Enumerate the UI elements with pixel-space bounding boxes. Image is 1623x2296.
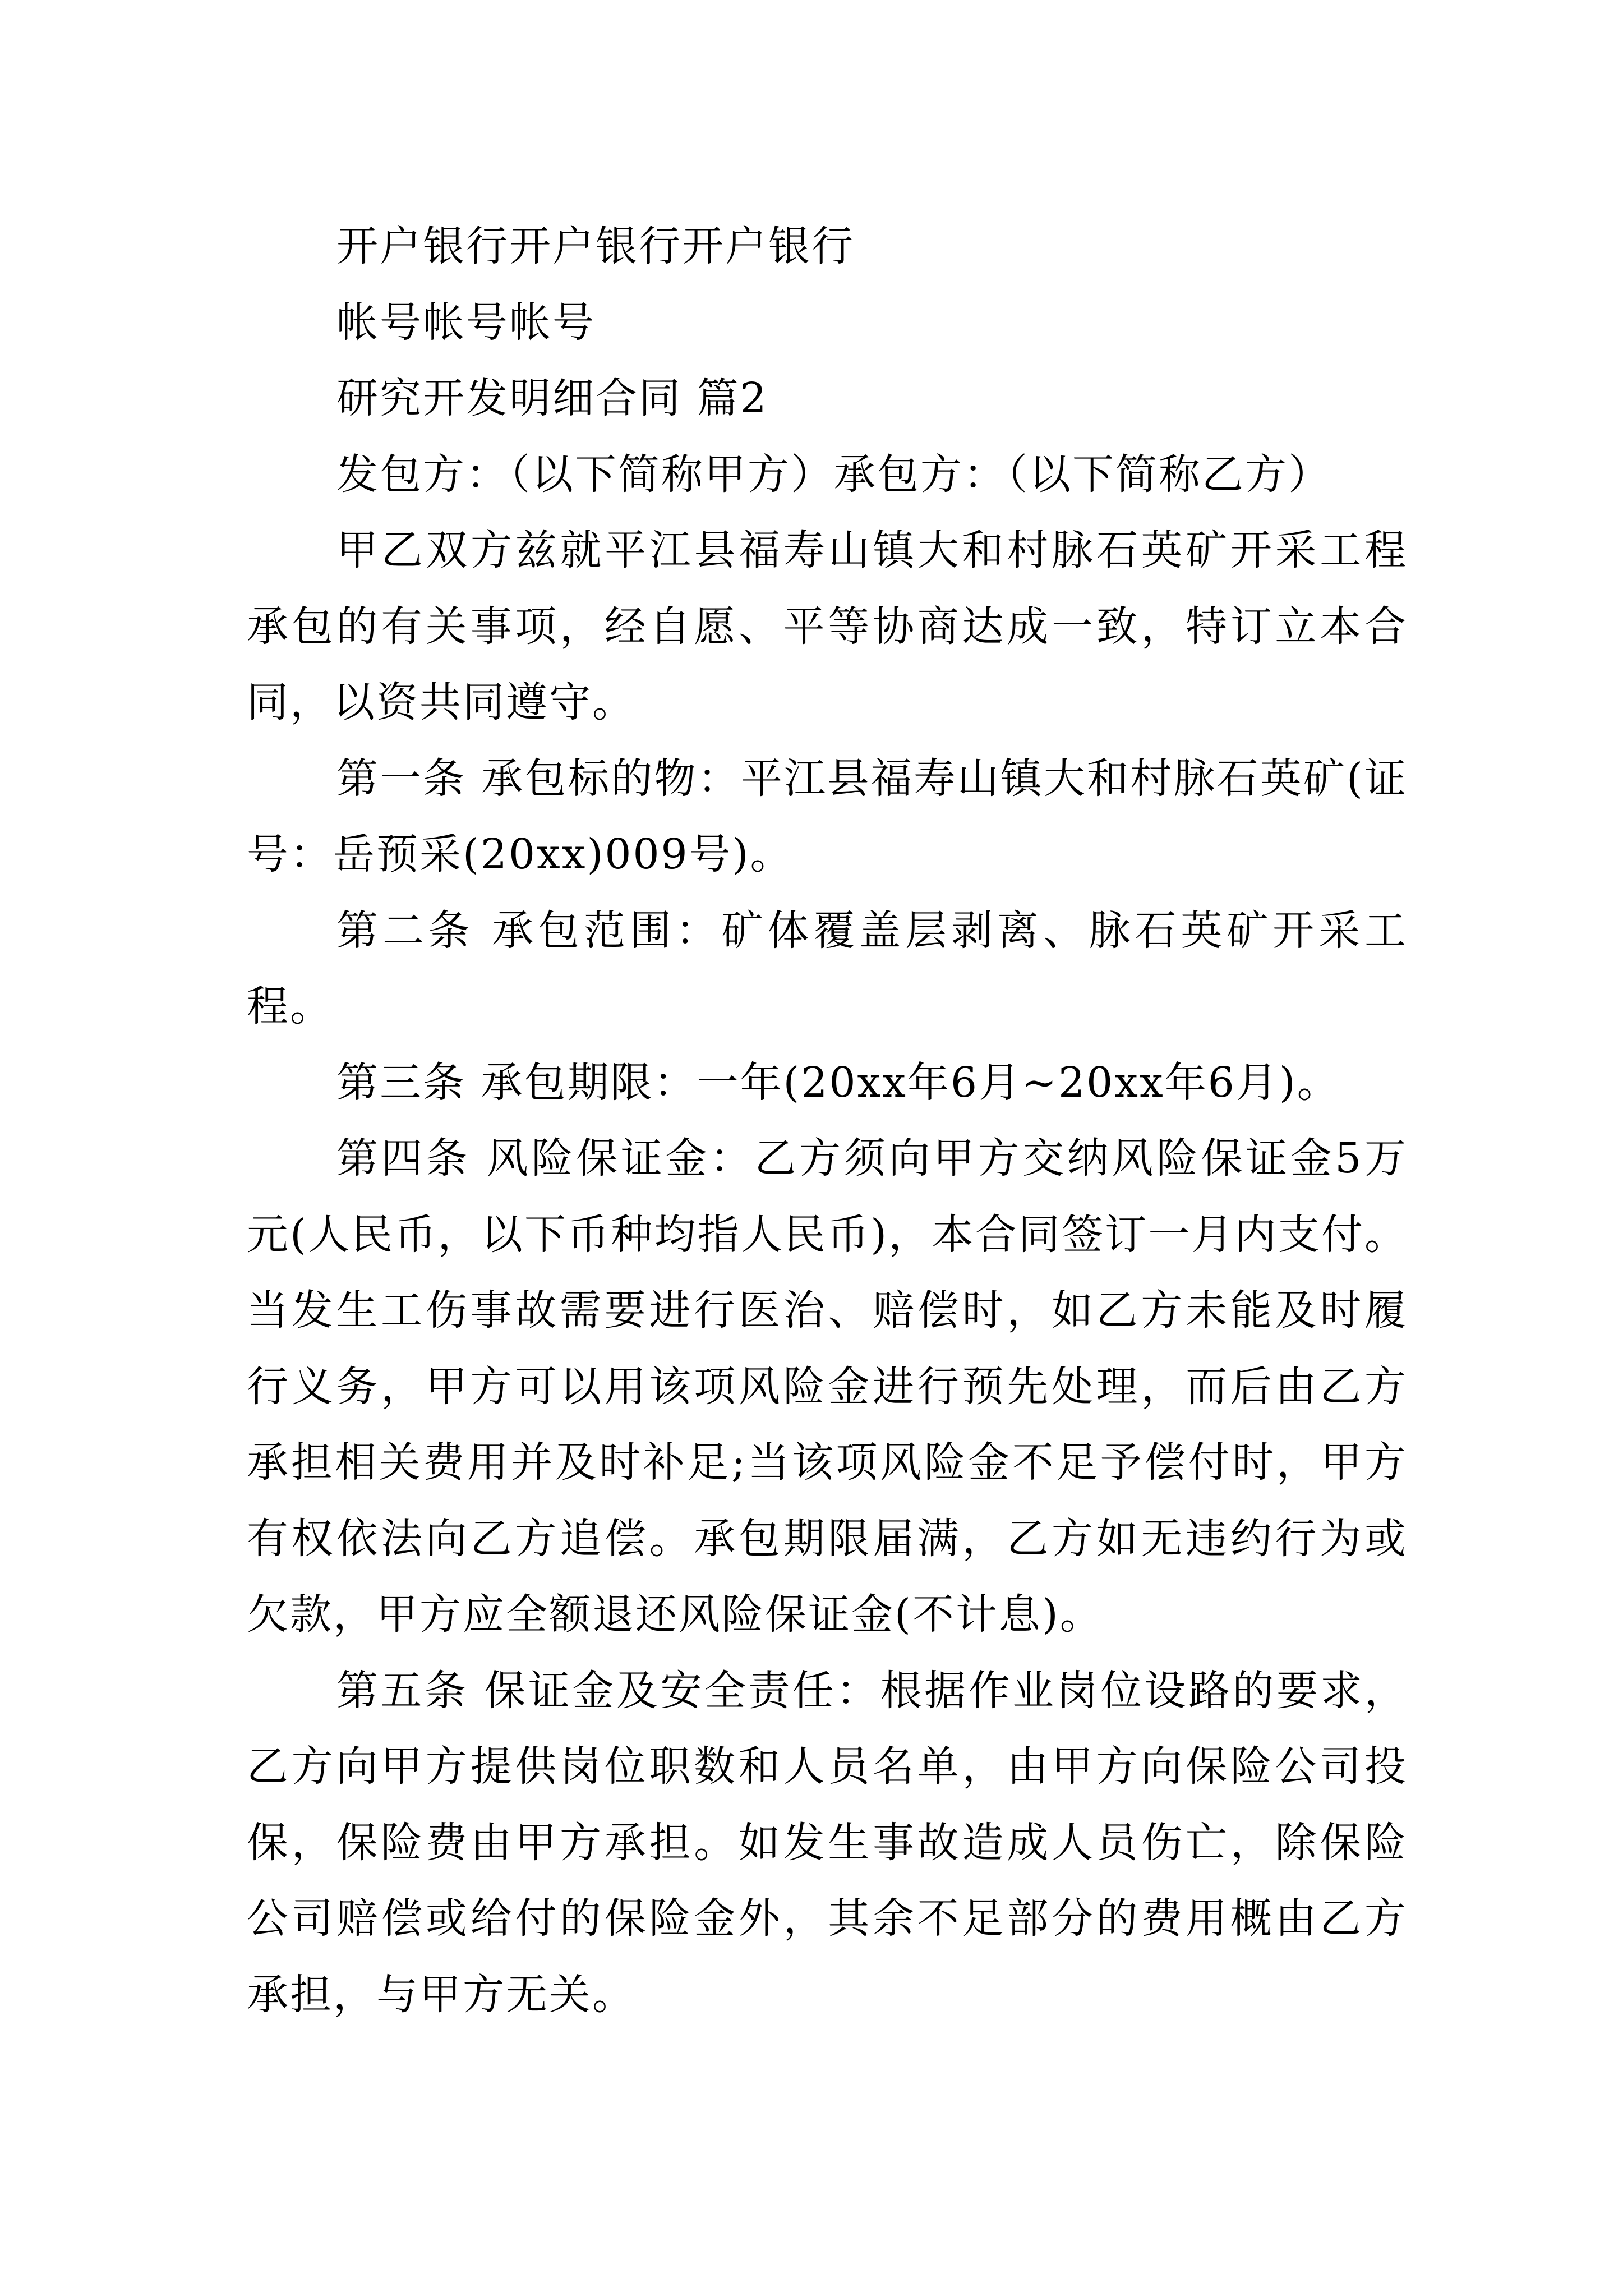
- preamble-paragraph: 甲乙双方兹就平江县福寿山镇大和村脉石英矿开采工程承包的有关事项，经自愿、平等协商达成一致，特订立本合同，以资共同遵守。: [247, 526, 1408, 726]
- article-2: 第二条 承包范围：矿体覆盖层剥离、脉石英矿开采工程。: [247, 906, 1408, 1030]
- parties-line: 发包方：（以下简称甲方）承包方：（以下简称乙方）: [336, 450, 1331, 499]
- bank-account-line: 开户银行开户银行开户银行: [336, 222, 855, 270]
- article-4: 第四条 风险保证金：乙方须向甲方交纳风险保证金5万元(人民币，以下币种均指人民币)，本合同签订一月内支付。当发生工伤事故需要进行医治、赔偿时，如乙方未能及时履行义务，甲方可以用该项风险金进行预先处理，而后由乙方承担相关费用并及时补足;当该项风险金不足予偿付时，甲方有权依法向乙方追偿。承包期限届满，乙方如无违约行为或欠款，甲方应全额退还风险保证金(不计息)。: [247, 1134, 1408, 1639]
- article-3: 第三条 承包期限：一年(20xx年6月~20xx年6月)。: [336, 1058, 1340, 1107]
- section-heading: 研究开发明细合同 篇2: [336, 374, 768, 422]
- document-body: [247, 209, 1408, 2033]
- article-1: 第一条 承包标的物：平江县福寿山镇大和村脉石英矿(证号：岳预采(20xx)009号)。: [247, 754, 1408, 878]
- account-number-line: 帐号帐号帐号: [336, 298, 596, 347]
- article-5: 第五条 保证金及安全责任：根据作业岗位设路的要求，乙方向甲方提供岗位职数和人员名单，由甲方向保险公司投保，保险费由甲方承担。如发生事故造成人员伤亡，除保险公司赔偿或给付的保险金外，其余不足部分的费用概由乙方承担，与甲方无关。: [247, 1666, 1408, 2019]
